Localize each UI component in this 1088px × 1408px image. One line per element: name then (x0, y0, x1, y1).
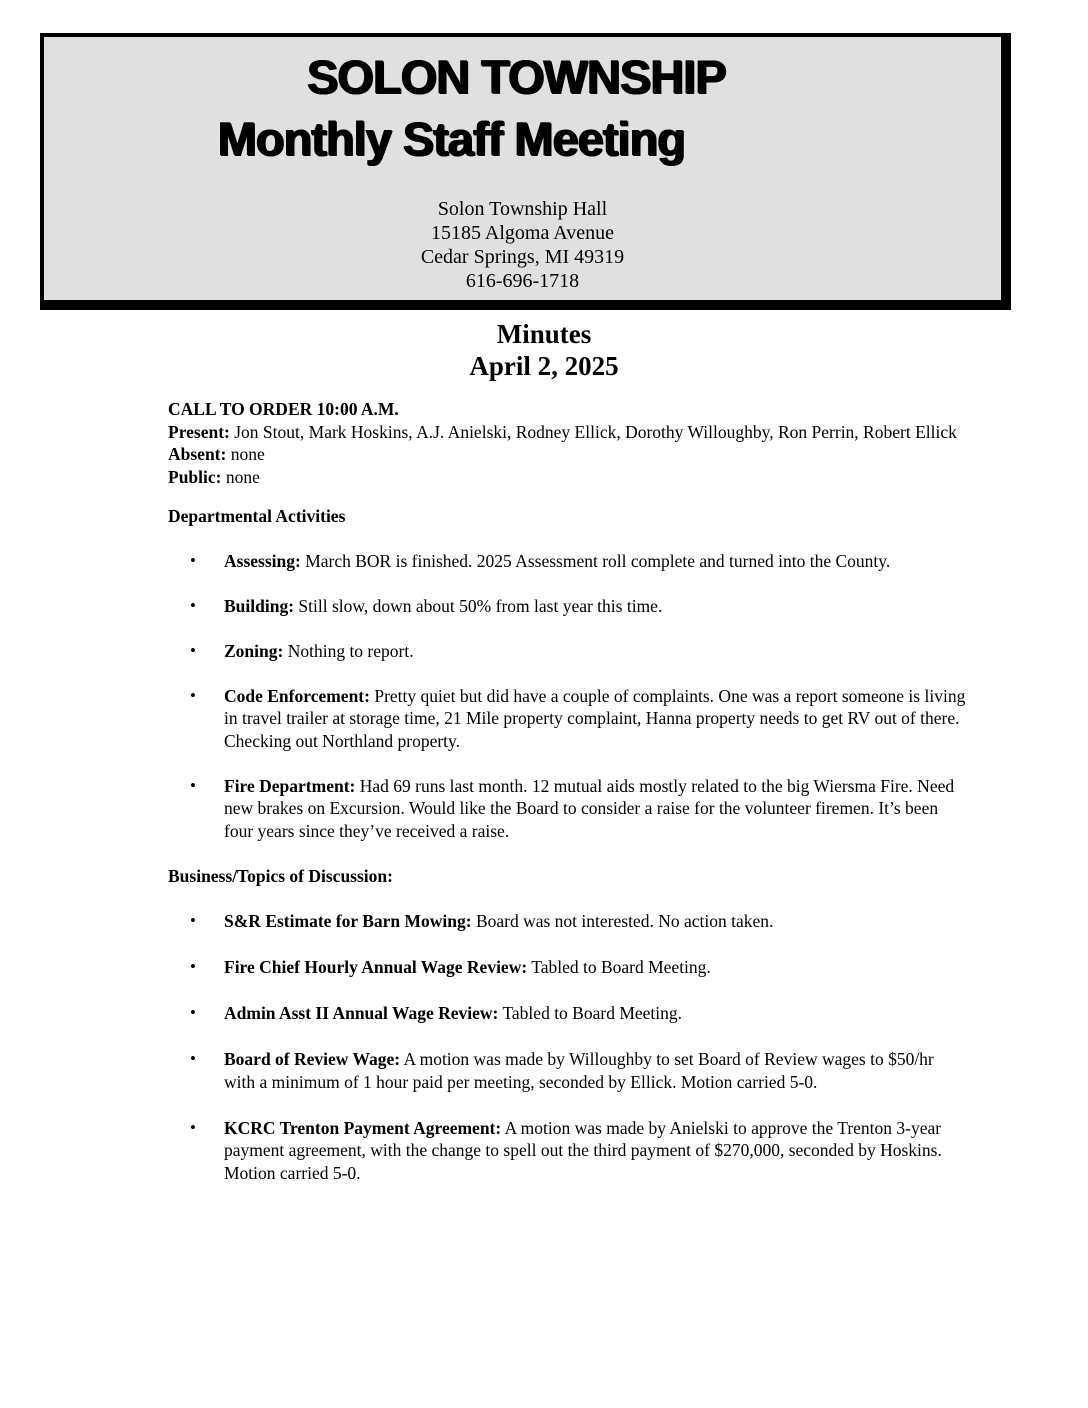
bullet-icon: • (190, 550, 196, 570)
list-item (168, 595, 968, 618)
departmental-activities-list (168, 550, 968, 843)
item-text: Pretty quiet but did have a couple of complaints. One was a report someone is living in travel trailer at storage time, 21 Mile property complaint, Hanna property needs to get RV out of there. Checking out Northland property. (224, 685, 966, 751)
address-block (44, 197, 1001, 293)
business-topics-list (168, 910, 968, 1184)
item-text: A motion was made by Anielski to approve the Trenton 3-year payment agreement, with the change to spell out the third payment of $270,000, seconded by Hoskins. Motion carried 5-0. (224, 1117, 942, 1183)
item-text: March BOR is finished. 2025 Assessment roll complete and turned into the County. (300, 550, 891, 571)
bullet-icon: • (190, 775, 196, 795)
list-item (168, 550, 968, 573)
bullet-icon: • (190, 1049, 196, 1068)
absent-value: none (226, 444, 265, 464)
item-label: Board of Review Wage: (224, 1049, 401, 1069)
item-label: Admin Asst II Annual Wage Review: (224, 1003, 499, 1023)
departmental-activities-heading: Departmental Activities (168, 506, 346, 526)
bullet-icon: • (190, 1003, 196, 1022)
bullet-icon: • (190, 1117, 196, 1137)
bullet-icon: • (190, 685, 196, 705)
list-item (168, 640, 968, 663)
phone-number: 616-696-1718 (465, 270, 580, 292)
item-label: S&R Estimate for Barn Mowing: (224, 911, 472, 931)
item-text: Had 69 runs last month. 12 mutual aids mostly related to the big Wiersma Fire. Need new brakes on Excursion. Would like the Board to consider a raise for the volunteer firemen. It’s been four years since they’ve received a raise. (224, 775, 955, 841)
list-item (168, 956, 968, 979)
public-line (168, 466, 968, 489)
bullet-icon: • (190, 595, 196, 615)
bullet-icon: • (190, 640, 196, 660)
item-text: Tabled to Board Meeting. (498, 1003, 683, 1023)
call-to-order: CALL TO ORDER 10:00 A.M. (168, 399, 399, 419)
item-text: Tabled to Board Meeting. (527, 957, 711, 977)
item-text: Board was not interested. No action taken. (471, 911, 774, 931)
item-text: Nothing to report. (283, 640, 414, 661)
city-state-zip: Cedar Springs, MI 49319 (420, 246, 625, 268)
list-item (168, 1002, 968, 1025)
public-value: none (221, 466, 260, 487)
item-label: Building: (224, 595, 295, 616)
absent-line (168, 443, 968, 466)
bullet-icon: • (190, 957, 196, 976)
minutes-body (168, 398, 968, 1208)
document-heading (0, 318, 1088, 382)
item-label: Code Enforcement: (224, 685, 370, 706)
item-label: Zoning: (224, 640, 284, 661)
minutes-title: Minutes (496, 319, 592, 349)
present-value: Jon Stout, Mark Hoskins, A.J. Anielski, Rodney Ellick, Dorothy Willoughby, Ron Perrin, Robert Ellick (229, 421, 957, 442)
item-text: A motion was made by Willoughby to set Board of Review wages to $50/hr with a minimum of 1 hour paid per meeting, seconded by Ellick. Motion carried 5-0. (224, 1049, 934, 1092)
item-label: Fire Chief Hourly Annual Wage Review: (224, 957, 528, 977)
letterhead-box (40, 33, 1011, 310)
business-topics-heading: Business/Topics of Discussion: (168, 865, 393, 886)
item-label: Fire Department: (224, 775, 356, 796)
meeting-title: Monthly Staff Meeting (217, 112, 686, 165)
absent-label: Absent: (168, 444, 227, 464)
present-label: Present: (168, 421, 230, 442)
list-item (168, 775, 968, 843)
organization-title: SOLON TOWNSHIP (307, 50, 726, 103)
list-item (168, 1048, 968, 1093)
list-item (168, 685, 968, 753)
present-line (168, 421, 968, 444)
list-item (168, 910, 968, 933)
public-label: Public: (168, 466, 222, 487)
item-label: Assessing: (224, 550, 301, 571)
bullet-icon: • (190, 911, 196, 930)
hall-name: Solon Township Hall (437, 198, 608, 220)
list-item (168, 1117, 968, 1185)
item-text: Still slow, down about 50% from last year this time. (294, 595, 663, 616)
street-address: 15185 Algoma Avenue (431, 222, 614, 244)
item-label: KCRC Trenton Payment Agreement: (224, 1117, 502, 1138)
meeting-date: April 2, 2025 (469, 351, 619, 381)
